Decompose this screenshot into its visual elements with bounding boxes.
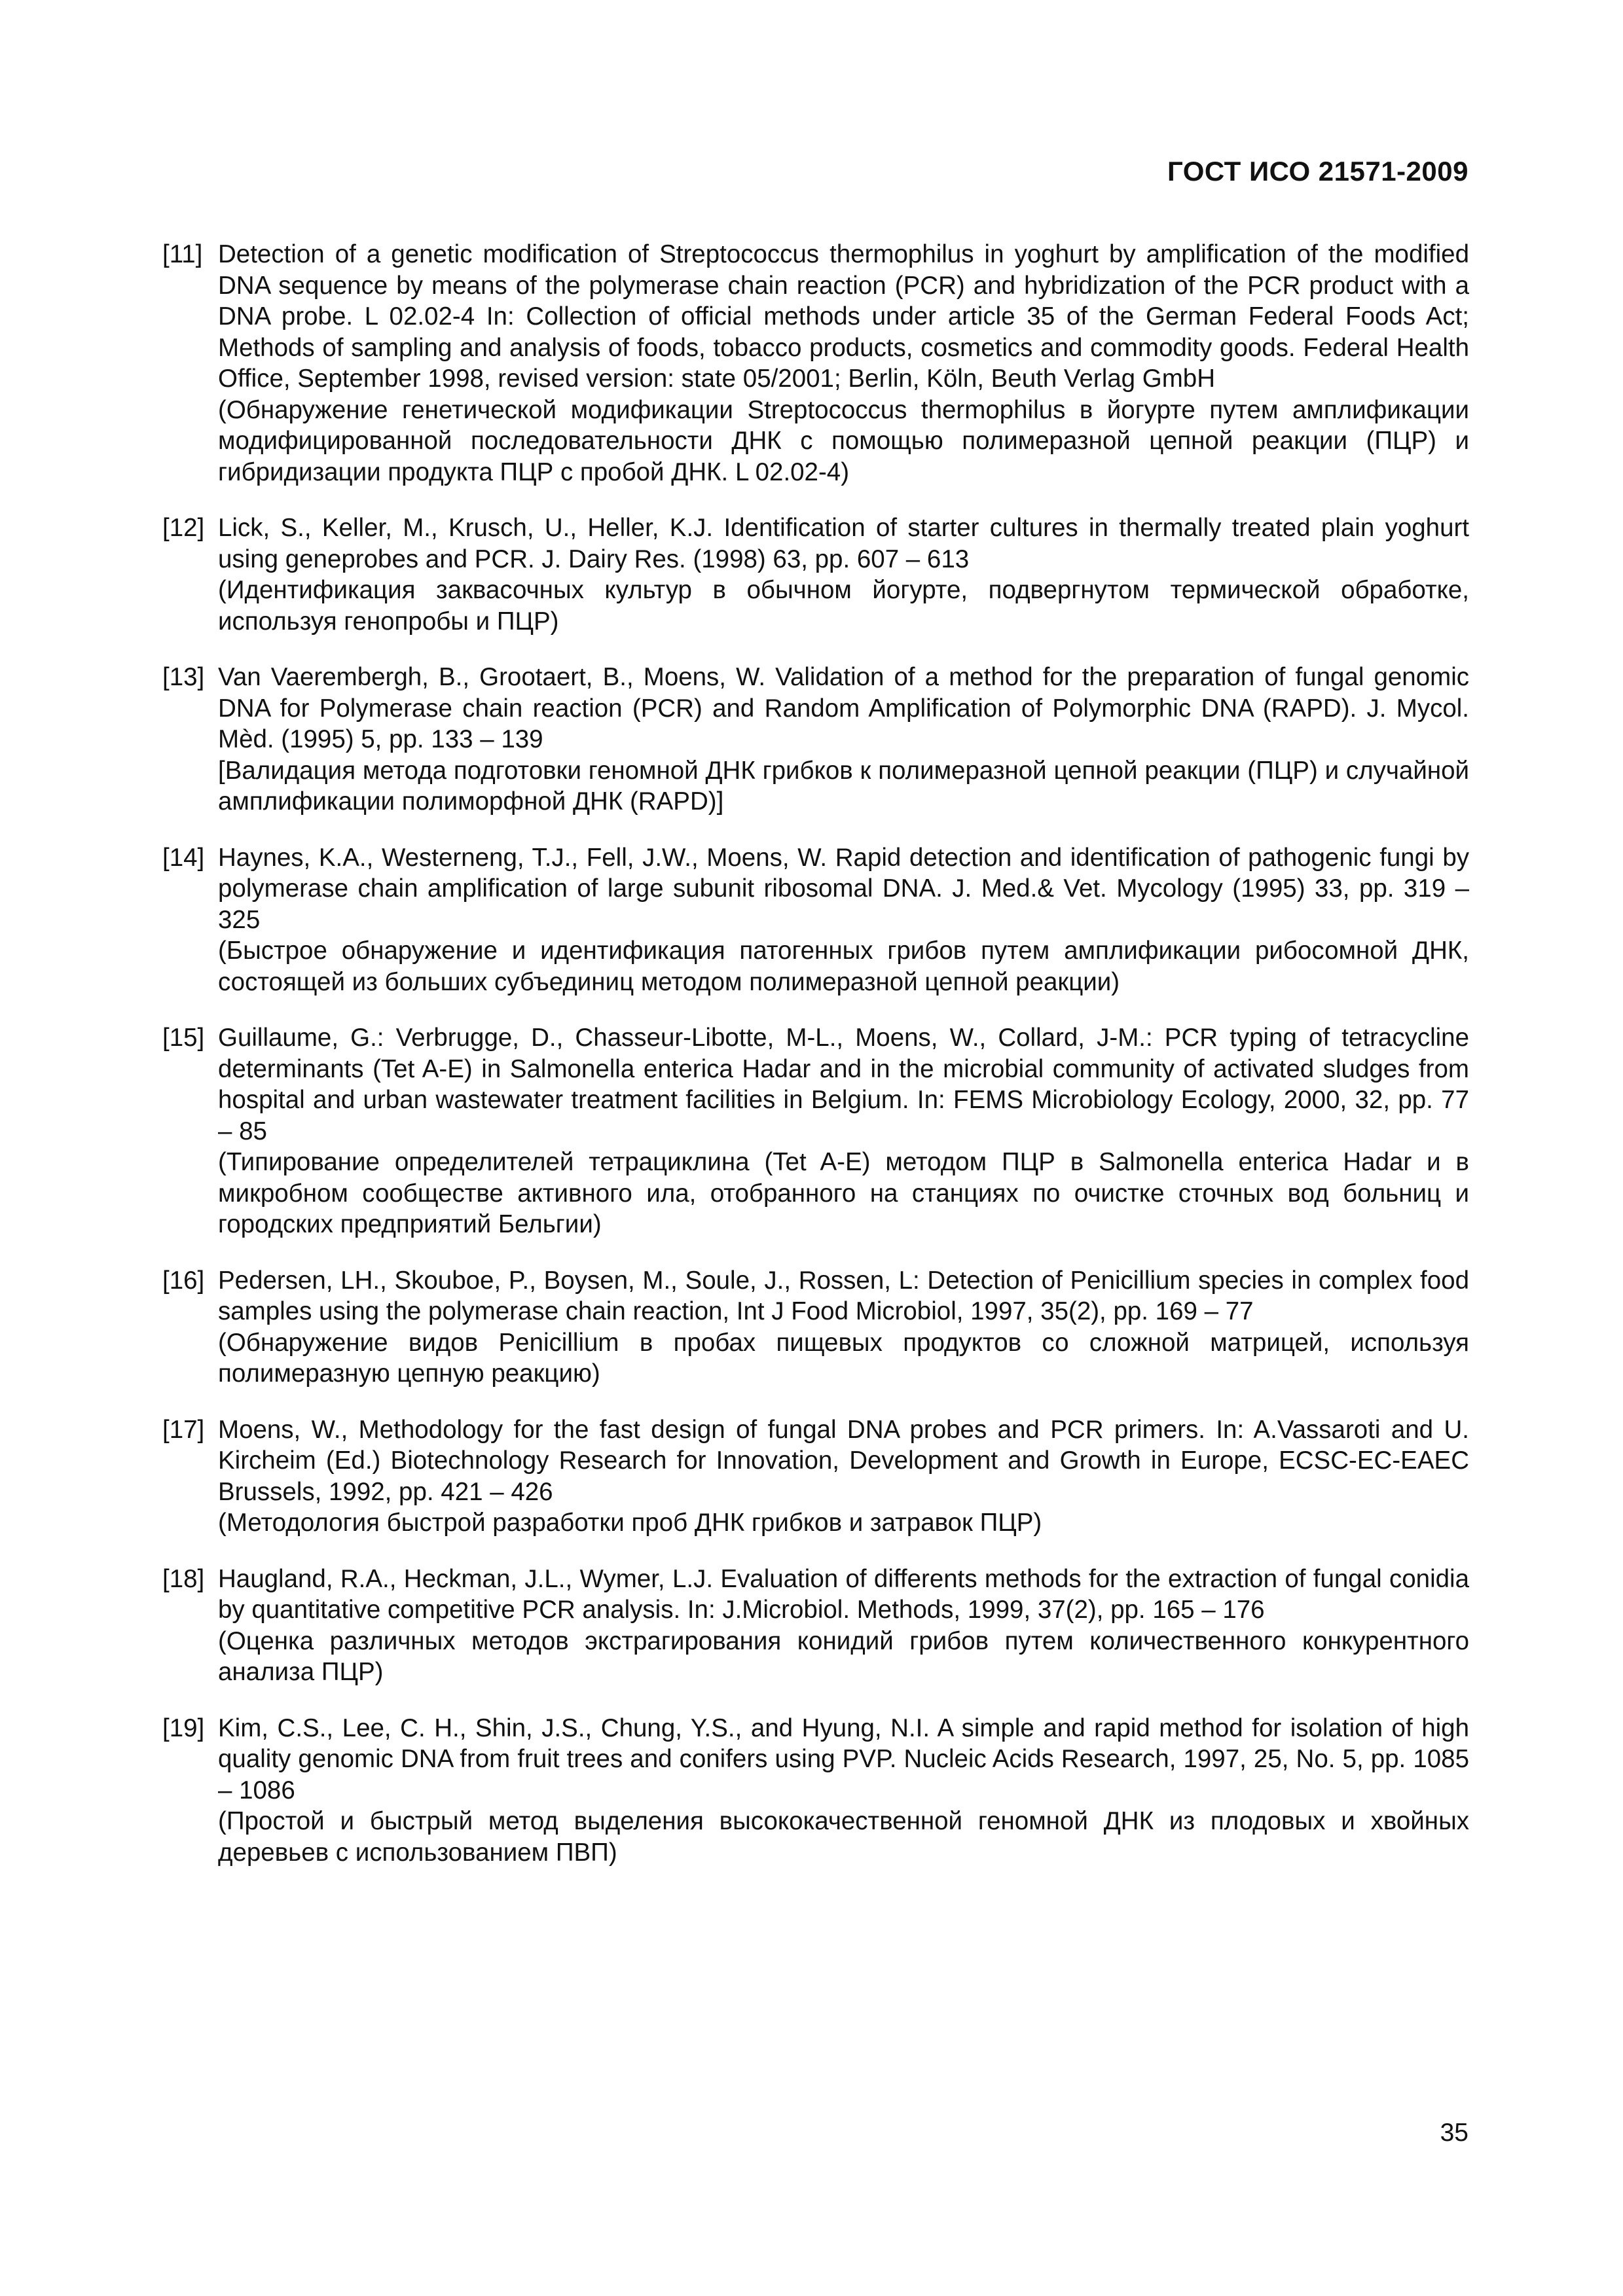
reference-translation: (Быстрое обнаружение и идентификация патогенных грибов путем амплификации рибосомной ДНК, состоящей из больших субъединиц методом полимеразной цепной реакции) <box>218 937 1469 996</box>
reference-item-18 <box>162 1564 1469 1688</box>
reference-citation: Pedersen, LH., Skouboe, P., Boysen, M., Soule, J., Rossen, L: Detection of Penicillium species in complex food samples using the polymerase chain reaction, Int J Food Microbiol, 1997, 35(2), pp. 169 – 77 <box>218 1266 1469 1325</box>
reference-translation: (Идентификация заквасочных культур в обычном йогурте, подвергнутом термической обработке, используя генопробы и ПЦР) <box>218 576 1469 636</box>
reference-translation: (Простой и быстрый метод выделения высококачественной геномной ДНК из плодовых и хвойных деревьев с использованием ПВП) <box>218 1807 1469 1867</box>
reference-citation: Van Vaerembergh, B., Grootaert, B., Moens, W. Validation of a method for the preparation of fungal genomic DNA for Polymerase chain reaction (PCR) and Random Amplification of Polymorphic DNA (RAPD). J. Mycol. Mèd. (1995) 5, pp. 133 – 139 <box>218 663 1469 753</box>
reference-citation: Detection of a genetic modification of Streptococcus thermophilus in yoghurt by amplification of the modified DNA sequence by means of the polymerase chain reaction (PCR) and hybridization of the PCR product with a DNA probe. L 02.02-4 In: Collection of official methods under article 35 of the German Federal Foods Act; Methods of sampling and analysis of foods, tobacco products, cosmetics and commodity goods. Federal Health Office, September 1998, revised version: state 05/2001; Berlin, Köln, Beuth Verlag GmbH <box>218 240 1469 393</box>
reference-item-11 <box>162 239 1469 488</box>
reference-list <box>162 239 1469 1893</box>
reference-body <box>218 842 1469 998</box>
reference-item-12 <box>162 512 1469 637</box>
reference-body <box>218 1564 1469 1688</box>
reference-number: [13] <box>162 663 205 691</box>
reference-translation: (Оценка различных методов экстрагирования конидий грибов путем количественного конкурентного анализа ПЦР) <box>218 1626 1469 1686</box>
reference-citation: Moens, W., Methodology for the fast design of fungal DNA probes and PCR primers. In: A.Vassaroti and U. Kircheim (Ed.) Biotechnology Research for Innovation, Development and Growth in Europe, ECSC-EC-EAEC Brussels, 1992, pp. 421 – 426 <box>218 1415 1469 1506</box>
reference-translation: (Обнаружение видов Penicillium в пробах пищевых продуктов со сложной матрицей, используя полимеразную цепную реакцию) <box>218 1328 1469 1388</box>
reference-number: [12] <box>162 514 205 542</box>
reference-translation: (Типирование определителей тетрациклина (Tet A-E) методом ПЦР в Salmonella enterica Hadar и в микробном сообществе активного ила, отобранного на станциях по очистке сточных вод больниц и городских предприятий Бельгии) <box>218 1148 1469 1238</box>
reference-citation: Kim, C.S., Lee, C. H., Shin, J.S., Chung, Y.S., and Hyung, N.I. A simple and rapid method for isolation of high quality genomic DNA from fruit trees and conifers using PVP. Nucleic Acids Research, 1997, 25, No. 5, pp. 1085 – 1086 <box>218 1713 1469 1804</box>
reference-item-15 <box>162 1022 1469 1240</box>
standard-id-header: ГОСТ ИСО 21571-2009 <box>1167 156 1468 187</box>
reference-citation: Guillaume, G.: Verbrugge, D., Chasseur-Libotte, M-L., Moens, W., Collard, J-M.: PCR typing of tetracycline determinants (Tet A-E) in Salmonella enterica Hadar and in the microbial community of activated sludges from hospital and urban wastewater treatment facilities in Belgium. In: FEMS Microbiology Ecology, 2000, 32, pp. 77 – 85 <box>218 1024 1469 1145</box>
reference-number: [16] <box>162 1266 205 1295</box>
reference-citation: Haynes, K.A., Westerneng, T.J., Fell, J.W., Moens, W. Rapid detection and identification of pathogenic fungi by polymerase chain amplification of large subunit ribosomal DNA. J. Med.& Vet. Mycology (1995) 33, pp. 319 – 325 <box>218 843 1469 934</box>
reference-translation: (Обнаружение генетической модификации Streptococcus thermophilus в йогурте путем амплификации модифицированной последовательности ДНК с помощью полимеразной цепной реакции (ПЦР) и гибридизации продукта ПЦР с пробой ДНК. L 02.02-4) <box>218 395 1469 486</box>
reference-item-13 <box>162 662 1469 817</box>
reference-item-17 <box>162 1414 1469 1539</box>
reference-body <box>218 239 1469 488</box>
reference-citation: Lick, S., Keller, M., Krusch, U., Heller, K.J. Identification of starter cultures in thermally treated plain yoghurt using geneprobes and PCR. J. Dairy Res. (1998) 63, pp. 607 – 613 <box>218 514 1469 573</box>
reference-number: [11] <box>162 240 203 268</box>
reference-item-16 <box>162 1265 1469 1390</box>
reference-body <box>218 512 1469 637</box>
reference-body <box>218 1265 1469 1390</box>
reference-item-14 <box>162 842 1469 998</box>
reference-translation: (Методология быстрой разработки проб ДНК грибков и затравок ПЦР) <box>218 1509 1042 1537</box>
reference-body <box>218 1414 1469 1539</box>
reference-number: [15] <box>162 1024 205 1052</box>
reference-item-19 <box>162 1713 1469 1869</box>
page-number: 35 <box>1440 2119 1468 2147</box>
reference-number: [19] <box>162 1713 205 1742</box>
reference-body <box>218 1713 1469 1869</box>
reference-body <box>218 1022 1469 1240</box>
reference-citation: Haugland, R.A., Heckman, J.L., Wymer, L.J. Evaluation of differents methods for the extraction of fungal conidia by quantitative competitive PCR analysis. In: J.Microbiol. Methods, 1999, 37(2), pp. 165 – 176 <box>218 1564 1469 1624</box>
reference-number: [14] <box>162 843 205 872</box>
reference-number: [17] <box>162 1415 205 1444</box>
reference-body <box>218 662 1469 817</box>
reference-translation: [Валидация метода подготовки геномной ДНК грибков к полимеразной цепной реакции (ПЦР) и случайной амплификации полиморфной ДНК (RAPD)] <box>218 756 1469 816</box>
reference-number: [18] <box>162 1564 205 1593</box>
